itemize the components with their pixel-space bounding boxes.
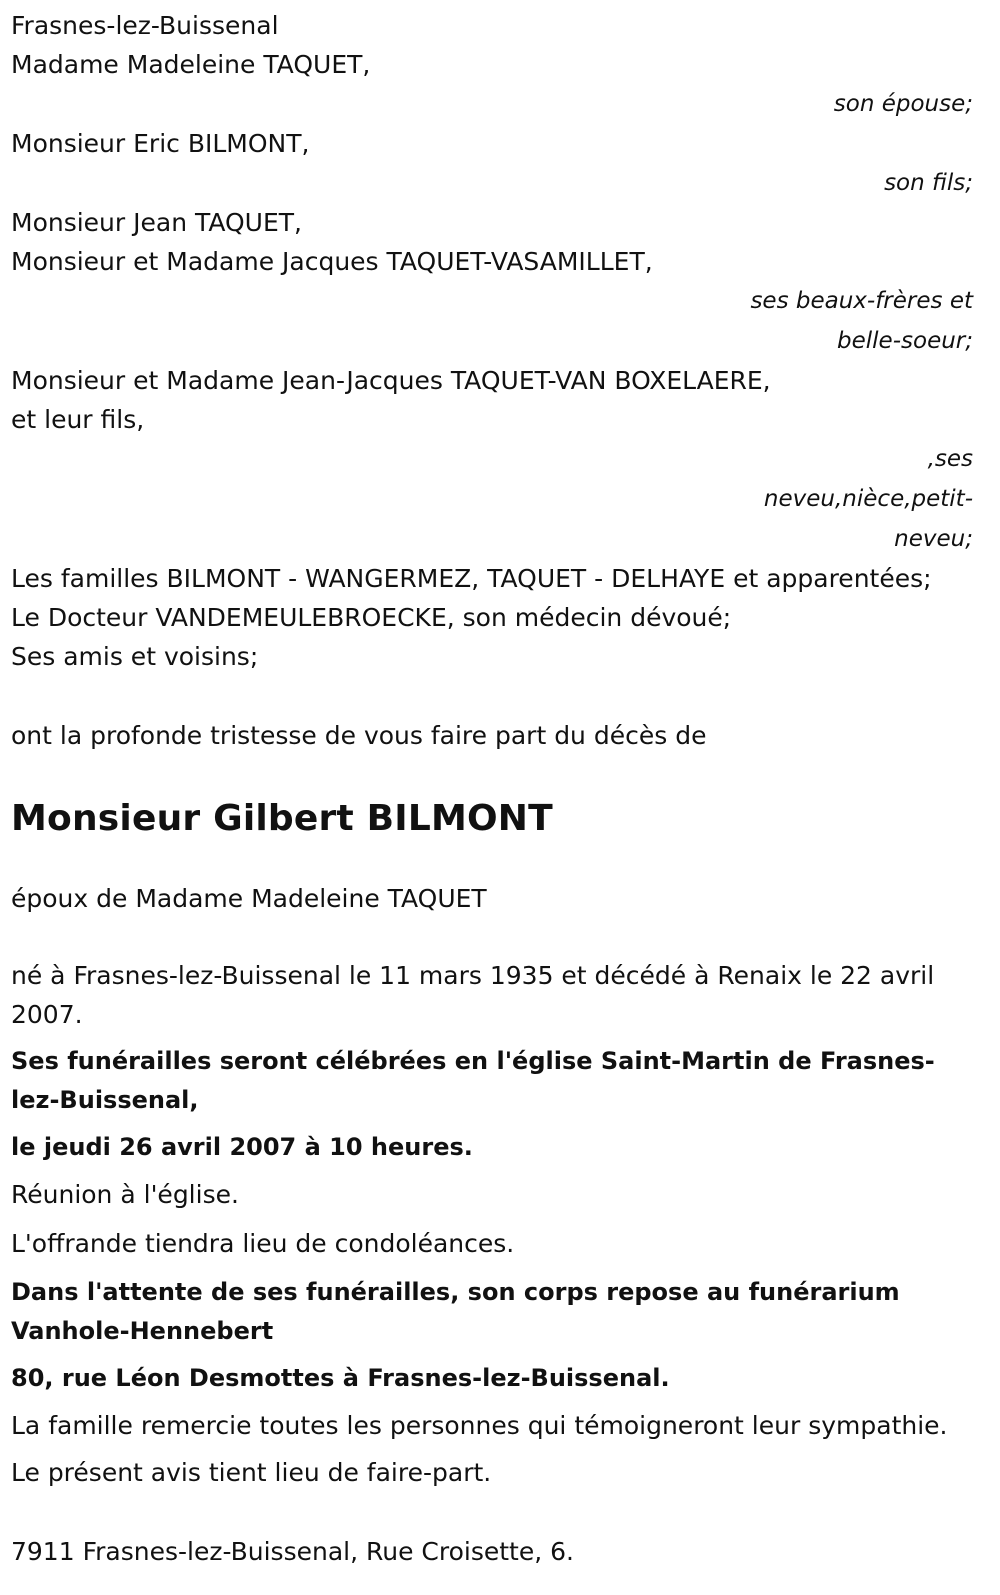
other-family-line: Les familles BILMONT - WANGERMEZ, TAQUET - DELHAYE et apparentées; <box>11 564 932 593</box>
nephews-relation-line: neveu; <box>894 526 973 552</box>
wife-name: Madame Madeleine TAQUET, <box>11 50 371 79</box>
funeral-location: Ses funérailles seront célébrées en l'église Saint-Martin de Frasnes-lez-Buissenal, <box>11 1047 935 1114</box>
in-law-name: Monsieur et Madame Jacques TAQUET-VASAMILLET, <box>11 247 653 276</box>
in-laws-relation-line: ses beaux-frères et <box>750 288 973 314</box>
son-relation: son fils; <box>884 170 973 196</box>
in-laws-relation-line: belle-soeur; <box>837 328 973 354</box>
other-family-line: Le Docteur VANDEMEULEBROECKE, son médecin dévoué; <box>11 603 732 632</box>
nephew-name: Monsieur et Madame Jean-Jacques TAQUET-VAN BOXELAERE, <box>11 366 771 395</box>
rest-place: Dans l'attente de ses funérailles, son corps repose au funérarium Vanhole-Hennebert <box>11 1278 900 1345</box>
offering-line: L'offrande tiendra lieu de condoléances. <box>11 1229 515 1258</box>
spouse-line: époux de Madame Madeleine TAQUET <box>11 884 487 913</box>
rest-address: 80, rue Léon Desmottes à Frasnes-lez-Buissenal. <box>11 1364 670 1392</box>
home-address: 7911 Frasnes-lez-Buissenal, Rue Croisette, 6. <box>11 1537 574 1566</box>
deceased-name: Monsieur Gilbert BILMONT <box>11 798 553 839</box>
family-place: Frasnes-lez-Buissenal <box>11 11 279 40</box>
obituary-notice <box>11 6 973 1571</box>
notice-line: Le présent avis tient lieu de faire-part. <box>11 1458 492 1487</box>
nephews-relation-line: neveu,nièce,petit- <box>763 486 973 512</box>
thanks-line: La famille remercie toutes les personnes qui témoigneront leur sympathie. <box>11 1411 948 1440</box>
funeral-datetime: le jeudi 26 avril 2007 à 10 heures. <box>11 1133 473 1161</box>
announcement-text: ont la profonde tristesse de vous faire part du décès de <box>11 721 707 750</box>
meeting-line: Réunion à l'église. <box>11 1180 239 1209</box>
son-name: Monsieur Eric BILMONT, <box>11 129 310 158</box>
in-law-name: Monsieur Jean TAQUET, <box>11 208 302 237</box>
nephew-name: et leur fils, <box>11 405 145 434</box>
nephews-relation-line: ,ses <box>927 446 973 472</box>
birth-death-line: né à Frasnes-lez-Buissenal le 11 mars 1935 et décédé à Renaix le 22 avril 2007. <box>11 961 935 1029</box>
wife-relation: son épouse; <box>833 91 973 117</box>
other-family-line: Ses amis et voisins; <box>11 642 259 671</box>
